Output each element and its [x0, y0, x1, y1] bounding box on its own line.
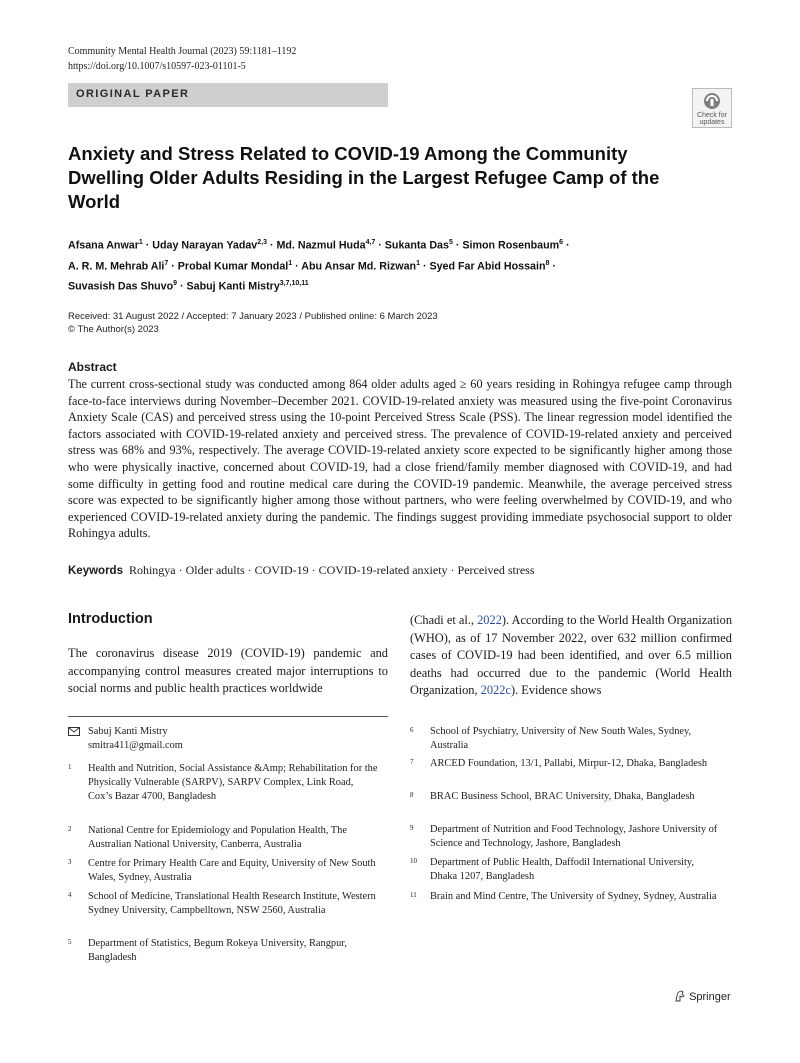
- affiliation-text: Health and Nutrition, Social Assistance &Amp; Rehabilitation for the Physically Vulnerable (SARPV), SARPV Complex, Link Road, Cox’s Bazar 4700, Bangladesh: [88, 763, 378, 802]
- author-affiliation-sup: 7: [164, 259, 169, 267]
- affiliation-number: 4: [68, 891, 72, 899]
- affiliation-number: 6: [410, 726, 414, 734]
- affiliation-number: 7: [410, 758, 414, 766]
- author-name[interactable]: Simon Rosenbaum: [462, 239, 560, 252]
- author-affiliation-sup: 2,3: [257, 239, 267, 246]
- email-envelope-icon: [68, 727, 80, 736]
- springer-horse-icon: [674, 990, 686, 1002]
- affiliation-number: 11: [410, 891, 417, 899]
- affiliation-number: 10: [410, 857, 417, 865]
- affiliation-number: 5: [68, 938, 72, 946]
- author-name[interactable]: Uday Narayan Yadav: [152, 239, 258, 252]
- introduction-text-left: The coronavirus disease 2019 (COVID-19) pandemic and accompanying control measures created major interruptions to social norms and public health practices worldwide: [68, 646, 388, 696]
- author-affiliation-sup: 5: [448, 239, 453, 246]
- keywords-label: Keywords: [68, 565, 123, 577]
- affiliation-text: ARCED Foundation, 13/1, Pallabi, Mirpur-12, Dhaka, Bangladesh: [430, 758, 708, 769]
- check-for-updates-button[interactable]: [692, 88, 732, 128]
- affiliation-number: 9: [410, 824, 414, 832]
- affiliation-number: 8: [410, 791, 414, 799]
- intro-right-part-1: (Chadi et al.,: [410, 613, 478, 627]
- copyright-line: © The Author(s) 2023: [68, 324, 159, 335]
- author-affiliation-sup: 1: [138, 239, 143, 246]
- intro-right-part-3: ). Evidence shows: [510, 683, 602, 698]
- author-name[interactable]: Probal Kumar Mondal: [177, 260, 289, 273]
- publication-dates: [68, 310, 438, 336]
- author-name[interactable]: Afsana Anwar: [68, 239, 139, 252]
- citation-link-who[interactable]: 2022c: [480, 683, 511, 698]
- affiliation-text: Department of Statistics, Begum Rokeya University, Rangpur, Bangladesh: [88, 938, 347, 963]
- author-affiliation-sup: 1: [416, 259, 420, 267]
- affiliation-text: BRAC Business School, BRAC University, Dhaka, Bangladesh: [430, 791, 695, 802]
- affiliation-text: School of Psychiatry, University of New South Wales, Sydney, Australia: [430, 726, 692, 751]
- author-name[interactable]: Abu Ansar Md. Rizwan: [301, 260, 417, 273]
- author-affiliation-sup: 6: [559, 239, 564, 246]
- author-name[interactable]: Sukanta Das: [384, 239, 449, 252]
- journal-header: [68, 44, 296, 74]
- author-name[interactable]: Md. Nazmul Huda: [276, 239, 366, 252]
- author-affiliation-sup: 8: [545, 259, 550, 267]
- introduction-heading: Introduction: [68, 611, 153, 627]
- check-updates-line1: Check for: [697, 112, 727, 119]
- author-list: Afsana Anwar$^1$ · Uday Narayan Yadav$^{2,3}$ · Md. Nazmul Huda$^{4,7}$ · Sukanta Das$^5$ · Simon Rosenbaum$^6$ · A. R. M. Mehrab Ali$^7$ · Probal Kumar Mondal$^1$ · Abu Ansar Md. Rizwan$^1$ · Syed Far Abid Hossain$^8$ · Suvasish Das Shuvo$^9$ · Sabuj Kanti Mistry$^{3,7,10,11}$: [68, 239, 570, 293]
- paper-title: Anxiety and Stress Related to COVID-19 Among the Community Dwelling Older Adults Residing in the Largest Refugee Camp of the World: [68, 143, 660, 212]
- abstract-text: The current cross-sectional study was conducted among 864 older adults aged ≥ 60 years residing in Rohingya refugee camp through face-to-face interviews during November–December 2021. COVID-19-related anxiety was measured using the five-point Coronavirus Anxiety Scale (CAS) and perceived stress using the 10-point Perceived Stress Scale (PSS). The linear regression model identified the factors associated with COVID-19-related anxiety and perceived stress. The prevalence of COVID-19-related anxiety and perceived stress was 68% and 93%, respectively. The average COVID-19-related anxiety score expected to be significantly higher among those who were physically inactive, concerned about COVID-19, had a close friend/family member diagnosed with COVID-19, and had some difficulty in getting food and routine medical care during the COVID-19 pandemic. Meanwhile, the average perceived stress score was expected to be significantly higher among those without partners, who were feeling overwhelmed by COVID-19, and who experienced COVID-19-related anxiety during the pandemic. The findings suggest providing immediate psychosocial support to older Rohingya adults.: [68, 377, 732, 541]
- doi-link[interactable]: https://doi.org/10.1007/s10597-023-01101-5: [68, 61, 246, 72]
- affiliation-text: Brain and Mind Centre, The University of Sydney, Sydney, Australia: [430, 891, 717, 902]
- publisher-name: Springer: [689, 991, 731, 1003]
- corresponding-email[interactable]: smitra411@gmail.com: [88, 740, 183, 751]
- introduction-text-right: [410, 612, 732, 700]
- affiliation-text: Centre for Primary Health Care and Equity, University of New South Wales, Sydney, Australia: [88, 858, 376, 883]
- affiliation-text: Department of Nutrition and Food Technology, Jashore University of Science and Technology, Jashore, Bangladesh: [430, 824, 718, 849]
- author-name[interactable]: Suvasish Das Shuvo: [68, 280, 174, 293]
- author-affiliation-sup: 3,7,10,11: [279, 280, 309, 288]
- abstract-heading: Abstract: [68, 360, 117, 374]
- affiliation-number: 3: [68, 858, 72, 866]
- affiliation-text: National Centre for Epidemiology and Population Health, The Australian National University, Canberra, Australia: [88, 825, 347, 850]
- article-type-label: ORIGINAL PAPER: [76, 88, 190, 100]
- keywords: [68, 563, 535, 578]
- springer-logo: [674, 990, 731, 1003]
- footnote-divider: [68, 716, 388, 717]
- author-affiliation-sup: 1: [288, 259, 293, 267]
- corresponding-author: Sabuj Kanti Mistry: [88, 726, 168, 737]
- dates-line: Received: 31 August 2022 / Accepted: 7 January 2023 / Published online: 6 March 2023: [68, 311, 438, 322]
- author-affiliation-sup: 4,7: [365, 239, 376, 246]
- author-name[interactable]: Sabuj Kanti Mistry: [186, 280, 280, 293]
- check-updates-icon: [692, 88, 732, 128]
- affiliation-number: 1: [68, 763, 72, 771]
- affiliation-number: 2: [68, 825, 72, 833]
- keywords-list: Rohingya · Older adults · COVID-19 · COVID-19-related anxiety · Perceived stress: [128, 563, 535, 577]
- author-name[interactable]: Syed Far Abid Hossain: [429, 260, 546, 273]
- affiliation-text: Department of Public Health, Daffodil International University, Dhaka 1207, Bangladesh: [430, 857, 695, 882]
- author-affiliation-sup: 9: [173, 280, 178, 288]
- article-type-badge: [68, 83, 388, 107]
- author-name[interactable]: A. R. M. Mehrab Ali: [68, 260, 165, 273]
- check-updates-line2: updates: [699, 119, 725, 126]
- intro-right-part-2: ). According to the World Health Organization (WHO), as of 17 November 2022, over 632 million confirmed cases of COVID-19 had been identified, and over 6.5 million deaths had occurred due to the pandemic (World Health Organization,: [410, 613, 733, 698]
- journal-citation: Community Mental Health Journal (2023) 59:1181–1192: [68, 46, 297, 57]
- affiliation-text: School of Medicine, Translational Health Research Institute, Western Sydney University, Campbelltown, NSW 2560, Australia: [88, 891, 376, 916]
- citation-link-chadi[interactable]: 2022: [477, 613, 502, 627]
